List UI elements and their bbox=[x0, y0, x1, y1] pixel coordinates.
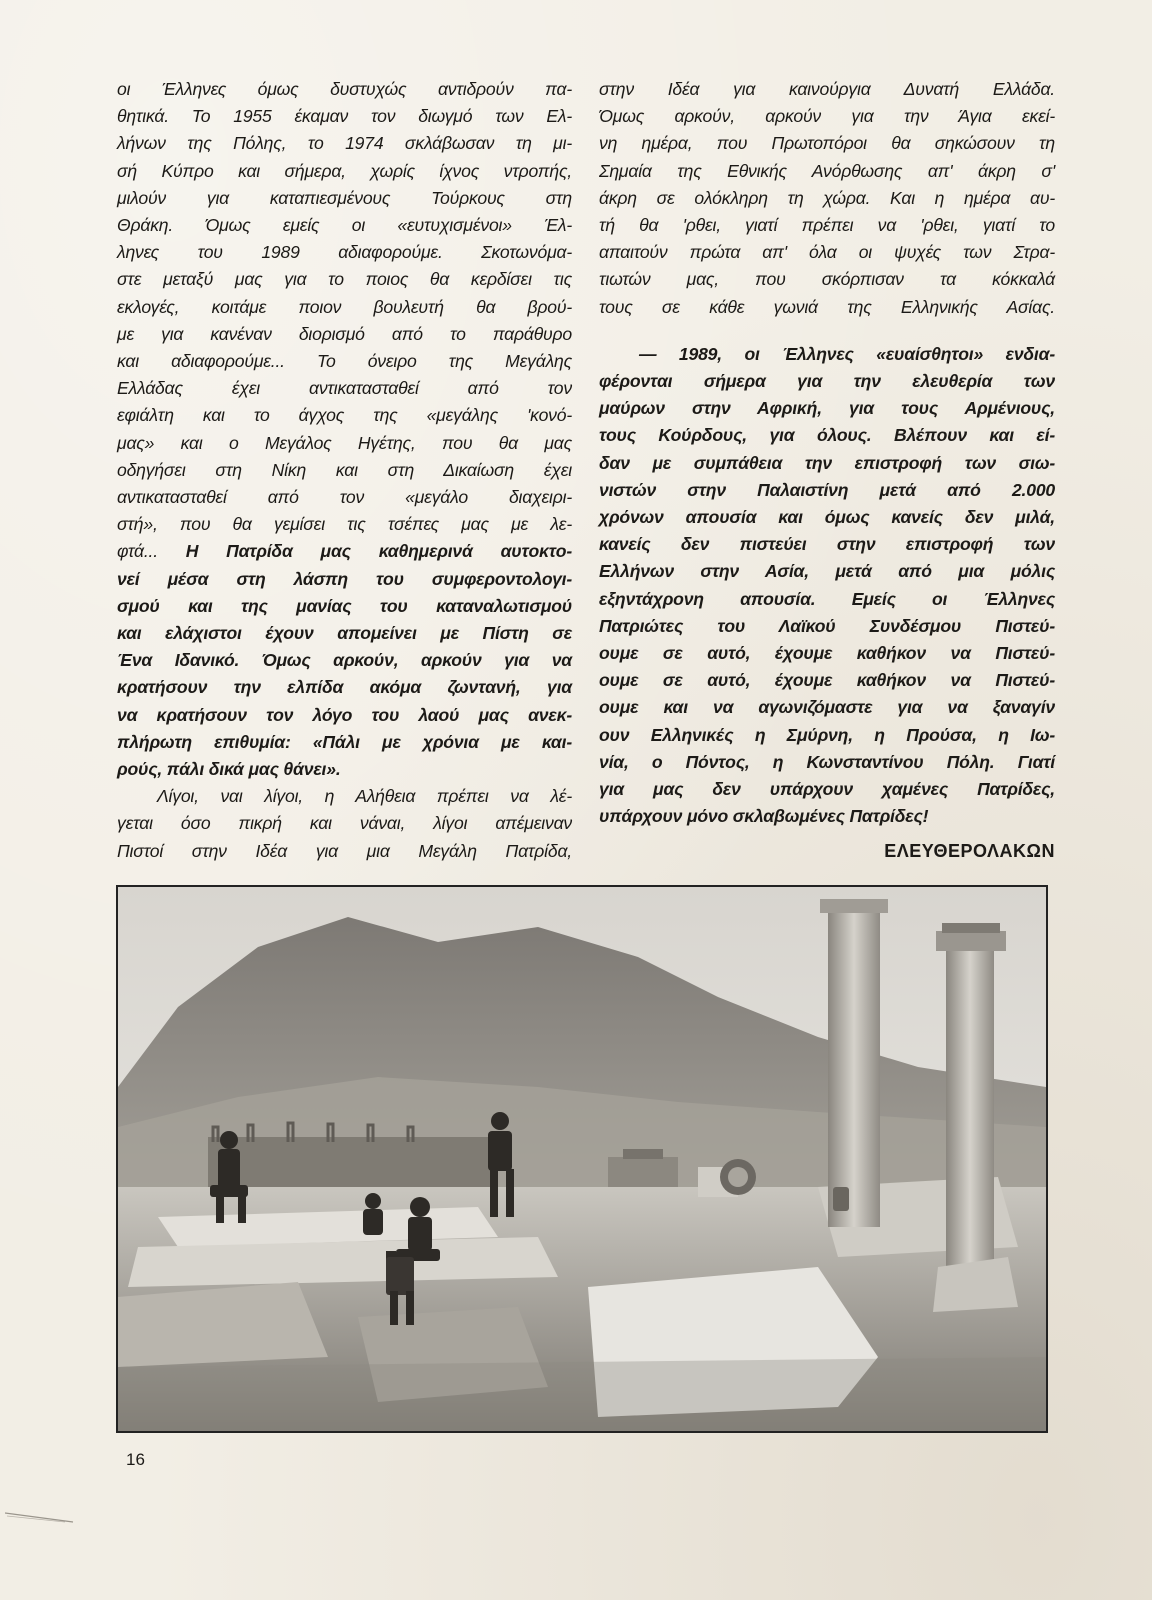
right-column-paragraph-1 bbox=[599, 76, 1055, 321]
bold-text-run: χρόνων απουσία και όμως κανείς δεν μιλά, bbox=[599, 507, 1055, 528]
bold-text-run: τους Κούρδους, για όλους. Βλέπουν και εί- bbox=[599, 425, 1055, 446]
text-line bbox=[599, 613, 1055, 640]
bold-text-run: Ελλήνων στην Ασία, μετά από μια μόλις bbox=[599, 561, 1055, 582]
paper-edge-scratch bbox=[5, 1510, 75, 1524]
text-line bbox=[599, 558, 1055, 585]
text-line bbox=[599, 722, 1055, 749]
text-line bbox=[117, 511, 572, 538]
text-run: γεται όσο πικρή και νάναι, λίγοι απέμειναν bbox=[117, 813, 572, 834]
bold-text-run: και ελάχιστοι έχουν απομείνει με Πίστη σε bbox=[117, 623, 572, 644]
text-line bbox=[117, 729, 572, 756]
text-line bbox=[117, 566, 572, 593]
text-line bbox=[117, 647, 572, 674]
text-line bbox=[117, 103, 572, 130]
text-line bbox=[599, 422, 1055, 449]
bold-text-run: νιστών στην Παλαιστίνη μετά από 2.000 bbox=[599, 479, 1055, 500]
text-line bbox=[599, 266, 1055, 293]
bold-text-run: ουμε και να αγωνιζόμαστε για να ξαναγίν bbox=[599, 697, 1055, 718]
text-line bbox=[117, 838, 572, 865]
text-line bbox=[117, 674, 572, 701]
text-line bbox=[599, 294, 1055, 321]
text-run: στην Ιδέα για καινούργια Δυνατή Ελλάδα. bbox=[599, 79, 1055, 99]
text-run: λήνων της Πόλης, το 1974 σκλάβωσαν τη μι- bbox=[117, 133, 572, 154]
text-run: στε μεταξύ μας για το ποιος θα κερδίσει τις bbox=[117, 269, 572, 290]
text-run: άκρη σε ολόκληρη τη χώρα. Και η ημέρα αυ- bbox=[599, 187, 1055, 208]
text-run: αντικατασταθεί από τον «μεγάλο διαχειρι- bbox=[117, 487, 572, 508]
text-run: Ελλάδας έχει αντικατασταθεί από τον bbox=[117, 378, 572, 399]
bold-text-run: κρατήσουν την ελπίδα ακόμα ζωντανή, για bbox=[117, 677, 572, 698]
text-run: μας» και ο Μεγάλος Ηγέτης, που θα μας bbox=[117, 432, 572, 453]
text-run: Όμως αρκούν, αρκούν για την Άγια εκεί- bbox=[599, 106, 1055, 127]
text-run: ληνες του 1989 αδιαφορούμε. Σκοτωνόμα- bbox=[117, 242, 572, 263]
text-line bbox=[117, 294, 572, 321]
text-run: τή θα 'ρθει, γιατί πρέπει να 'ρθει, γιατί το bbox=[599, 215, 1055, 236]
bold-text-run: ουμε σε αυτό, έχουμε καθήκον να Πιστεύ- bbox=[599, 670, 1055, 691]
text-line bbox=[117, 130, 572, 157]
bold-text-run: μαύρων στην Αφρική, για τους Αρμένιους, bbox=[599, 398, 1055, 419]
text-line bbox=[117, 375, 572, 402]
bold-text-run: ουν Ελληνικές η Σμύρνη, η Προύσα, η Ιω- bbox=[599, 724, 1055, 745]
right-column-paragraph-2 bbox=[599, 341, 1055, 831]
text-line bbox=[599, 531, 1055, 558]
bold-text-run: Η Πατρίδα μας καθημερινά αυτοκτο- bbox=[157, 541, 572, 562]
text-run: μιλούν για καταπιεσμένους Τούρκους στη bbox=[117, 187, 572, 208]
text-line bbox=[117, 538, 572, 565]
text-run: Πιστοί στην Ιδέα για μια Μεγάλη Πατρίδα, bbox=[117, 840, 572, 861]
bold-text-run: φέρονται σήμερα για την ελευθερία των bbox=[599, 371, 1055, 392]
text-run: νη ημέρα, που Πρωτοπόροι θα σηκώσουν τη bbox=[599, 133, 1055, 154]
text-line bbox=[599, 504, 1055, 531]
text-run: Λίγοι, ναι λίγοι, η Αλήθεια πρέπει να λέ- bbox=[157, 786, 572, 807]
text-run: εφιάλτη και το άγχος της «μεγάλης 'κονό- bbox=[117, 405, 572, 426]
text-line bbox=[599, 640, 1055, 667]
text-run: στή», που θα γεμίσει τις τσέπες μας με λε- bbox=[117, 514, 572, 535]
right-text-column bbox=[599, 76, 1055, 866]
text-line bbox=[117, 783, 572, 810]
text-line bbox=[117, 810, 572, 837]
historical-photograph bbox=[116, 885, 1048, 1433]
text-line bbox=[599, 477, 1055, 504]
text-run: με για κανέναν διορισμό από το παράθυρο bbox=[117, 323, 572, 344]
text-line bbox=[599, 212, 1055, 239]
bold-text-run: εξηντάχρονη απουσία. Εμείς οι Έλληνες bbox=[599, 588, 1055, 609]
text-line bbox=[117, 239, 572, 266]
bold-text-run: πλήρωτη επιθυμία: «Πάλι με χρόνια με και- bbox=[117, 731, 572, 752]
text-run: φτά... bbox=[117, 541, 158, 562]
text-line bbox=[117, 620, 572, 647]
text-run: Θράκη. Όμως εμείς οι «ευτυχισμένοι» Έλ- bbox=[117, 215, 572, 236]
text-line bbox=[599, 341, 1055, 368]
text-line bbox=[599, 368, 1055, 395]
text-line bbox=[117, 756, 572, 783]
text-run: και αδιαφορούμε... Το όνειρο της Μεγάλης bbox=[117, 351, 572, 372]
left-text-column bbox=[117, 76, 572, 865]
text-run: απαιτούν πρώτα απ' όλα οι ψυχές των Στρα- bbox=[599, 242, 1055, 263]
text-line bbox=[117, 348, 572, 375]
text-line bbox=[599, 76, 1055, 103]
text-line bbox=[599, 130, 1055, 157]
text-run: θητικά. Το 1955 έκαμαν τον διωγμό των Ελ- bbox=[117, 106, 572, 127]
page-number: 16 bbox=[126, 1450, 145, 1469]
text-line bbox=[599, 185, 1055, 212]
bold-text-run: κανείς δεν πιστεύει στην επιστροφή των bbox=[599, 534, 1055, 555]
bold-text-run: για μας δεν υπάρχουν χαμένες Πατρίδες, bbox=[599, 779, 1055, 800]
text-line bbox=[599, 239, 1055, 266]
text-line bbox=[117, 266, 572, 293]
text-line bbox=[117, 430, 572, 457]
text-line bbox=[599, 450, 1055, 477]
bold-text-run: νεί μέσα στη λάσπη του συμφεροντολογι- bbox=[117, 568, 572, 589]
text-line bbox=[117, 593, 572, 620]
text-run: σή Κύπρο και σήμερα, χωρίς ίχνος ντροπής, bbox=[117, 160, 572, 181]
bold-text-run: Πατριώτες του Λαϊκού Συνδέσμου Πιστεύ- bbox=[599, 615, 1055, 636]
text-line bbox=[117, 185, 572, 212]
bold-text-run: σμού και της μανίας του καταναλωτισμού bbox=[117, 595, 572, 616]
bold-text-run: υπάρχουν μόνο σκλαβωμένες Πατρίδες! bbox=[599, 806, 929, 827]
text-run: εκλογές, κοιτάμε ποιον βουλευτή θα βρού- bbox=[117, 296, 572, 317]
text-line bbox=[599, 667, 1055, 694]
text-run: τιωτών μας, που σκόρπισαν τα κόκκαλά bbox=[599, 269, 1055, 290]
text-run: τους σε κάθε γωνιά της Ελληνικής Ασίας. bbox=[599, 296, 1055, 317]
text-line bbox=[599, 776, 1055, 803]
text-line bbox=[117, 158, 572, 185]
text-line bbox=[117, 484, 572, 511]
text-line bbox=[117, 457, 572, 484]
text-line bbox=[117, 212, 572, 239]
bold-text-run: δαν με συμπάθεια την επιστροφή των σιω- bbox=[599, 452, 1055, 473]
text-line bbox=[599, 749, 1055, 776]
author-signature: ΕΛΕΥΘΕΡΟΛΑΚΩΝ bbox=[884, 841, 1055, 862]
text-line bbox=[599, 103, 1055, 130]
text-run: οδηγήσει στη Νίκη και στη Δικαίωση έχει bbox=[117, 459, 572, 480]
text-run: οι Έλληνες όμως δυστυχώς αντιδρούν πα- bbox=[117, 79, 572, 99]
text-line bbox=[117, 702, 572, 729]
text-line bbox=[117, 76, 572, 103]
bold-text-run: — 1989, οι Έλληνες «ευαίσθητοι» ενδια- bbox=[639, 343, 1055, 364]
text-line bbox=[599, 586, 1055, 613]
text-run: Σημαία της Εθνικής Ανόρθωσης απ' άκρη σ' bbox=[599, 160, 1055, 181]
bold-text-run: Ένα Ιδανικό. Όμως αρκούν, αρκούν για να bbox=[117, 650, 572, 671]
bold-text-run: ουμε σε αυτό, έχουμε καθήκον να Πιστεύ- bbox=[599, 643, 1055, 664]
bold-text-run: ρούς, πάλι δικά μας θάνει». bbox=[117, 759, 341, 780]
text-line bbox=[117, 321, 572, 348]
text-line bbox=[599, 694, 1055, 721]
text-line bbox=[117, 402, 572, 429]
text-line bbox=[599, 158, 1055, 185]
bold-text-run: νία, ο Πόντος, η Κωνσταντίνου Πόλη. Γιατί bbox=[599, 751, 1055, 772]
bold-text-run: να κρατήσουν τον λόγο του λαού μας ανεκ- bbox=[117, 704, 572, 725]
text-line bbox=[599, 395, 1055, 422]
text-line bbox=[599, 803, 1055, 830]
